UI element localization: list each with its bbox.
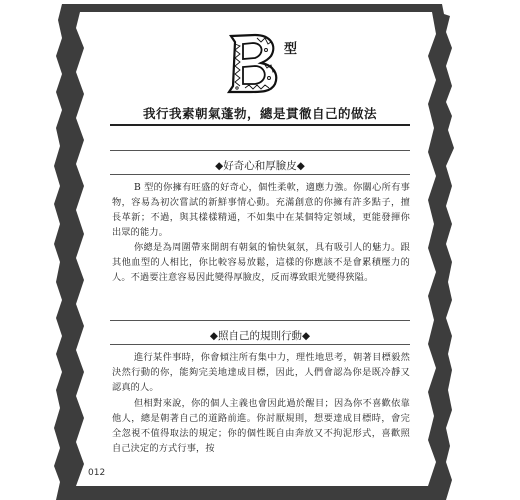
page-number: 012 xyxy=(88,468,106,478)
chapter-headline: 我行我素朝氣蓬勃，總是貫徹自己的做法 xyxy=(142,106,377,121)
paragraph: 你總是為周圍帶來開朗有朝氣的愉快氣氛，具有吸引人的魅力。跟其他血型的人相比，你比較容易放鬆，這樣的你應該不是會累積壓力的人。不過要注意容易因此變得厚臉皮，反而導致眼光變得狹隘。 xyxy=(112,242,410,283)
paragraph: 但相對來說，你的個人主義也會因此過於醒目；因為你不喜歡依靠他人，總是朝著自己的道路前進。你討厭規則，想要達成目標時，會完全忽視不值得取法的規定；你的個性既自由奔放又不拘泥形式，喜歡照自己決定的方式行事，按 xyxy=(112,398,410,454)
headline-rule xyxy=(110,124,410,126)
section-title: ◆好奇心和厚臉皮◆ xyxy=(215,160,305,172)
diamond-icon: ◆ xyxy=(302,330,311,342)
diamond-icon: ◆ xyxy=(296,160,305,172)
paragraph: 進行某件事時，你會傾注所有集中力，理性地思考，朝著目標毅然決然行動的你，能夠完美地達成目標，因此，人們會認為你是既冷靜又認真的人。 xyxy=(112,352,410,393)
type-label: 型 xyxy=(284,42,298,57)
diamond-icon: ◆ xyxy=(215,160,224,172)
paragraph: B 型的你擁有旺盛的好奇心，個性柔軟，適應力強。你關心所有事物，容易為初次嘗試的新鮮事情心動。充滿創意的你擁有許多點子，擅長革新；不過，與其樣樣精通，不如集中在某個特定領域，更能發揮你出眾的能力。 xyxy=(112,182,410,238)
section-2-bottom-rule xyxy=(110,344,410,345)
section-1-bottom-rule xyxy=(110,174,410,175)
section-2-top-rule xyxy=(110,320,410,321)
section-title: ◆照自己的規則行動◆ xyxy=(209,330,311,342)
diamond-icon: ◆ xyxy=(209,330,218,342)
blood-type-title xyxy=(225,32,297,94)
decorative-letter-b-illustration xyxy=(225,32,281,94)
section-1-top-rule xyxy=(110,150,410,151)
